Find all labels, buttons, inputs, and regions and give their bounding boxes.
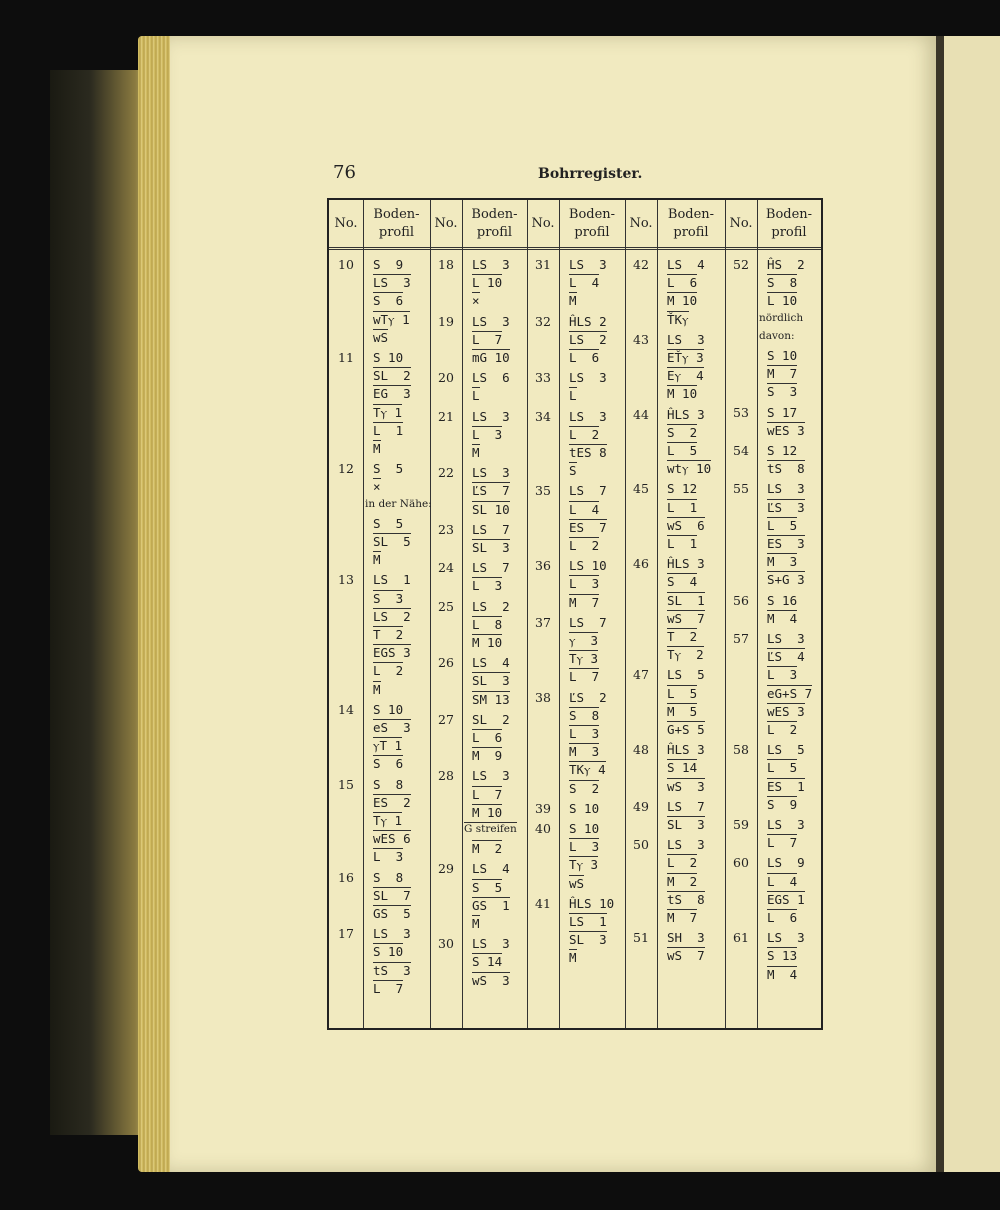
profile-line: LS 3 xyxy=(472,936,510,952)
profile-line: GS 5 xyxy=(373,906,411,921)
profile-line: S 2 xyxy=(667,424,698,440)
profile-line: M 2 xyxy=(667,873,698,889)
profile-line: L 2 xyxy=(569,538,600,553)
profile-line: wS xyxy=(569,875,585,891)
profile-line: LS 3 xyxy=(472,465,510,481)
entry-number: 25 xyxy=(438,598,454,614)
profile-line: LS 3 xyxy=(569,370,607,386)
profile-line: LS 3 xyxy=(472,408,510,424)
profile-line: S 14 xyxy=(667,760,698,776)
profile-line: wTⲩ 1 xyxy=(373,311,410,327)
profile-line: S 5 xyxy=(472,879,503,895)
profile-line: M 4 xyxy=(767,610,798,626)
entry-number: 28 xyxy=(438,768,454,784)
profile-line: Tⲩ 2 xyxy=(667,647,704,663)
profile-line: S 8 xyxy=(569,707,600,723)
profile-line: L 4 xyxy=(569,501,600,517)
profile-line: EG 3 xyxy=(373,386,411,402)
profile-line: L 5 xyxy=(767,517,798,533)
profile-line: L xyxy=(472,388,480,404)
entry-number: 36 xyxy=(535,558,551,574)
column-divider xyxy=(657,200,658,1028)
profile-line: G streifen xyxy=(464,823,517,835)
profile-line: tS 3 xyxy=(373,962,411,978)
profile-line: LS 7 xyxy=(569,483,607,499)
entry-number: 57 xyxy=(733,631,749,646)
profile-line: wES 3 xyxy=(767,422,805,438)
profile-line: L 2 xyxy=(667,855,698,871)
profile-line: wS 7 xyxy=(667,948,705,964)
profile-line: ĤS 2 xyxy=(767,257,805,272)
profile-line: LS 5 xyxy=(667,667,705,683)
entry-number: 54 xyxy=(733,443,749,458)
profile-line: wS 7 xyxy=(667,610,705,626)
profile-line: in der Nähe: xyxy=(365,497,432,510)
profile-line: S 13 xyxy=(767,948,798,964)
profile-line: L 5 xyxy=(767,760,798,776)
profile-line: ĽS 4 xyxy=(767,649,805,665)
entry-number: 43 xyxy=(633,331,649,347)
entry-number: 23 xyxy=(438,521,454,537)
entry-number: 35 xyxy=(535,483,551,499)
profile-line: TKⲩ 4 xyxy=(569,762,606,778)
profile-line: ES 2 xyxy=(373,794,411,810)
header-bodenprofil: Boden- profil xyxy=(667,207,715,240)
profile-line: ĤLS 3 xyxy=(667,406,705,422)
entry-number: 31 xyxy=(535,257,551,272)
profile-line: LS 1 xyxy=(569,914,607,929)
column-divider xyxy=(625,200,626,1028)
header-rule xyxy=(329,247,821,250)
profile-line: M xyxy=(373,552,381,568)
profile-line: M 5 xyxy=(667,703,698,719)
profile-line: L 10 xyxy=(472,275,503,291)
profile-line: LS 4 xyxy=(667,257,705,272)
profile-line: EŤⲩ 3 xyxy=(667,350,704,365)
profile-line: S 8 xyxy=(767,275,798,291)
profile-line: S 10 xyxy=(373,350,404,365)
profile-line: LS 3 xyxy=(569,257,607,272)
entry-number: 50 xyxy=(633,837,649,853)
profile-line: SL 3 xyxy=(569,932,607,948)
entry-number: 24 xyxy=(438,560,454,576)
profile-line: L xyxy=(569,388,577,404)
profile-line: LS 3 xyxy=(667,331,705,347)
column-divider xyxy=(363,200,364,1028)
profile-line: S 10 xyxy=(569,821,600,836)
profile-line: LS 6 xyxy=(472,370,510,386)
book-left-edge xyxy=(50,70,150,1135)
profile-line: ĽS 3 xyxy=(767,499,805,515)
profile-line: M xyxy=(569,293,577,309)
profile-line: L 5 xyxy=(667,443,698,458)
entry-number: 11 xyxy=(338,350,354,365)
profile-line: L 3 xyxy=(569,726,600,741)
entry-number: 13 xyxy=(338,572,354,588)
profile-line: S 3 xyxy=(767,384,798,400)
entry-number: 39 xyxy=(535,800,551,816)
profile-line: M 7 xyxy=(667,910,698,925)
entry-number: 37 xyxy=(535,614,551,630)
profile-line: LS 3 xyxy=(767,631,805,646)
profile-line: L 3 xyxy=(569,839,600,855)
entry-number: 27 xyxy=(438,711,454,727)
profile-line: wS 3 xyxy=(472,972,510,988)
profile-line: M 3 xyxy=(569,744,600,760)
profile-line: L 6 xyxy=(569,350,600,365)
profile-line: L 7 xyxy=(472,331,503,347)
profile-line: EGS 3 xyxy=(373,645,411,661)
profile-line: L 3 xyxy=(373,849,404,865)
profile-line: LS 3 xyxy=(472,768,510,784)
entry-number: 60 xyxy=(733,855,749,871)
profile-line: M 10 xyxy=(667,386,698,402)
header-no: No. xyxy=(531,216,555,231)
profile-line: eS 3 xyxy=(373,720,411,735)
profile-line: L 3 xyxy=(767,667,798,683)
profile-line: SL 3 xyxy=(472,673,510,689)
profile-line: L 3 xyxy=(472,578,503,594)
entry-number: 53 xyxy=(733,404,749,420)
entry-number: 48 xyxy=(633,742,649,758)
profile-line: SH 3 xyxy=(667,930,705,946)
profile-line: LS 3 xyxy=(767,817,805,832)
profile-line: ĤLS 3 xyxy=(667,556,705,572)
profile-line: wS 6 xyxy=(667,517,705,533)
header-no: No. xyxy=(629,216,653,231)
profile-line: S 2 xyxy=(569,780,600,796)
profile-line: LS 3 xyxy=(373,275,411,291)
profile-line: M 10 xyxy=(472,804,503,820)
profile-line: nördlich xyxy=(759,311,804,324)
entry-number: 58 xyxy=(733,742,749,758)
profile-line: S 5 xyxy=(373,515,404,531)
profile-line: S 17 xyxy=(767,404,798,420)
profile-line: S 10 xyxy=(373,701,404,717)
profile-line: LS 3 xyxy=(767,481,805,497)
entry-number: 12 xyxy=(338,461,354,477)
page-number: 76 xyxy=(333,162,356,183)
entry-number: 14 xyxy=(338,701,354,717)
profile-line: LS 4 xyxy=(472,655,510,671)
profile-line: ⲩ 3 xyxy=(569,633,599,648)
bohrregister-table xyxy=(327,198,823,1030)
profile-line: ES 3 xyxy=(767,536,805,551)
profile-line: M xyxy=(373,441,381,456)
profile-line: LS 9 xyxy=(767,855,805,871)
profile-line: wES 3 xyxy=(767,703,805,719)
entry-number: 33 xyxy=(535,370,551,386)
entry-number: 45 xyxy=(633,481,649,497)
profile-line: S 10 xyxy=(767,348,798,363)
entry-number: 44 xyxy=(633,406,649,422)
entry-number: 38 xyxy=(535,689,551,705)
profile-line: ĽS 7 xyxy=(472,483,510,499)
profile-line: S 5 xyxy=(373,461,404,477)
profile-line: SM 13 xyxy=(472,691,510,707)
profile-line: S 6 xyxy=(373,756,404,772)
profile-line: M 10 xyxy=(667,293,698,309)
column-divider xyxy=(757,200,758,1028)
entry-number: 10 xyxy=(338,257,354,272)
profile-line: wES 6 xyxy=(373,831,411,847)
entry-number: 52 xyxy=(733,257,749,272)
profile-line: LS 3 xyxy=(373,926,411,942)
profile-line: LS 2 xyxy=(373,608,411,624)
header-no: No. xyxy=(334,216,358,231)
profile-line: S 9 xyxy=(767,796,798,812)
profile-line: Tⲩ 3 xyxy=(569,651,599,667)
header-bodenprofil: Boden- profil xyxy=(471,207,518,240)
entry-number: 18 xyxy=(438,257,454,272)
profile-line: L 10 xyxy=(767,293,798,309)
profile-line: LS 7 xyxy=(569,614,607,630)
entry-number: 21 xyxy=(438,408,454,424)
profile-line: ĤLS 3 xyxy=(667,742,705,758)
profile-line: SL 2 xyxy=(472,711,510,727)
profile-line: S 9 xyxy=(373,257,404,272)
entry-number: 17 xyxy=(338,926,354,942)
profile-line: L 2 xyxy=(569,426,600,442)
profile-line: L 3 xyxy=(569,576,600,592)
profile-line: tS 8 xyxy=(667,891,705,907)
entry-number: 56 xyxy=(733,592,749,608)
column-divider xyxy=(725,200,726,1028)
profile-line: GS 1 xyxy=(472,897,510,913)
profile-line: ĤLS 10 xyxy=(569,895,615,911)
profile-line: S 10 xyxy=(569,800,600,816)
profile-line: LS 10 xyxy=(569,558,607,574)
profile-line: LS 3 xyxy=(472,257,510,272)
profile-line: L 8 xyxy=(472,616,503,632)
profile-line: SL 7 xyxy=(373,887,411,903)
profile-line: SL 5 xyxy=(373,534,411,549)
profile-line: × xyxy=(472,293,480,309)
profile-line: LS 3 xyxy=(472,313,510,329)
profile-line: S 8 xyxy=(373,776,404,792)
profile-line: L 6 xyxy=(472,730,503,745)
profile-line: S xyxy=(569,463,577,479)
profile-line: L 5 xyxy=(667,685,698,701)
profile-line: L 4 xyxy=(569,275,600,291)
profile-line: davon: xyxy=(759,329,795,342)
profile-line: L 1 xyxy=(667,499,698,515)
profile-line: S 16 xyxy=(767,592,798,608)
profile-line: L 4 xyxy=(767,873,798,889)
profile-line: SL 2 xyxy=(373,368,411,384)
profile-line: mG 10 xyxy=(472,350,510,365)
entry-number: 42 xyxy=(633,257,649,272)
profile-line: Tⲩ 3 xyxy=(569,857,599,873)
entry-number: 61 xyxy=(733,930,749,946)
profile-line: LS 4 xyxy=(472,861,510,877)
entry-number: 34 xyxy=(535,408,551,424)
profile-line: ES 1 xyxy=(767,778,805,794)
column-divider xyxy=(559,200,560,1028)
entry-number: 41 xyxy=(535,895,551,911)
profile-line: LS 7 xyxy=(472,560,510,576)
profile-line: L 1 xyxy=(667,536,698,551)
header-bodenprofil: Boden- profil xyxy=(373,207,420,240)
profile-line: L 7 xyxy=(373,980,404,996)
page-title: Bohrregister. xyxy=(538,166,643,182)
entry-number: 47 xyxy=(633,667,649,683)
profile-line: SL 1 xyxy=(667,592,705,608)
header-bodenprofil: Boden- profil xyxy=(765,207,813,240)
profile-line: M 9 xyxy=(472,748,503,764)
profile-line: wtⲩ 10 xyxy=(667,461,712,477)
entry-number: 16 xyxy=(338,869,354,885)
profile-line: G+S 5 xyxy=(667,722,705,737)
profile-line: S 6 xyxy=(373,293,404,309)
profile-line: ĤLS 2 xyxy=(569,313,607,329)
entry-number: 46 xyxy=(633,556,649,572)
profile-line: L 7 xyxy=(472,786,503,802)
profile-line: T 2 xyxy=(373,627,404,642)
profile-line: LS 3 xyxy=(767,930,805,946)
profile-line: M xyxy=(569,950,577,966)
profile-line: M 7 xyxy=(569,594,600,610)
entry-number: 30 xyxy=(438,936,454,952)
entry-number: 29 xyxy=(438,861,454,877)
book-gutter xyxy=(936,36,944,1172)
profile-line: wS 3 xyxy=(667,778,705,794)
profile-line: S 12 xyxy=(667,481,698,497)
profile-line: M xyxy=(472,916,480,931)
profile-line: S 4 xyxy=(667,574,698,590)
profile-line: L 6 xyxy=(767,910,798,925)
profile-line: ĽS 2 xyxy=(569,689,607,705)
profile-line: S 3 xyxy=(373,590,404,606)
profile-line: tS 8 xyxy=(767,461,805,477)
profile-line: M 4 xyxy=(767,966,798,982)
profile-line: LS 7 xyxy=(472,521,510,537)
profile-line: ⲩT 1 xyxy=(373,738,403,754)
entry-number: 15 xyxy=(338,776,354,792)
header-bodenprofil: Boden- profil xyxy=(568,207,616,240)
profile-line: tES 8 xyxy=(569,445,607,460)
entry-number: 49 xyxy=(633,798,649,814)
profile-line: ŤKⲩ xyxy=(667,311,689,327)
profile-line: eG+S 7 xyxy=(767,685,813,701)
profile-line: M 7 xyxy=(767,366,798,382)
profile-line: L 7 xyxy=(767,835,798,851)
profile-line: L 2 xyxy=(767,722,798,737)
profile-line: ES 7 xyxy=(569,519,607,535)
profile-line: LS 1 xyxy=(373,572,411,588)
profile-line: M 2 xyxy=(472,841,503,857)
profile-line: M xyxy=(373,681,381,697)
profile-line: Tⲩ 1 xyxy=(373,404,403,420)
profile-line: L 2 xyxy=(373,663,404,679)
entry-number: 22 xyxy=(438,465,454,481)
entry-number: 26 xyxy=(438,655,454,671)
profile-line: LS 3 xyxy=(569,408,607,424)
entry-number: 20 xyxy=(438,370,454,386)
profile-line: LS 2 xyxy=(569,331,607,347)
entry-number: 55 xyxy=(733,481,749,497)
profile-line: S 14 xyxy=(472,954,503,970)
entry-number: 19 xyxy=(438,313,454,329)
profile-line: L 3 xyxy=(472,426,503,442)
profile-line: S 10 xyxy=(373,944,404,960)
profile-line: T 2 xyxy=(667,629,698,644)
facing-page-edge xyxy=(944,36,1000,1172)
profile-line: SL 10 xyxy=(472,501,510,517)
profile-line: Tⲩ 1 xyxy=(373,813,403,828)
profile-line: Eⲩ 4 xyxy=(667,368,704,384)
profile-line: SL 3 xyxy=(472,540,510,555)
profile-line: M 10 xyxy=(472,635,503,650)
entry-number: 51 xyxy=(633,930,649,946)
profile-line: wS xyxy=(373,329,389,345)
profile-line: SL 3 xyxy=(667,817,705,832)
profile-line: M 3 xyxy=(767,554,798,570)
profile-line: S 8 xyxy=(373,869,404,885)
entry-number: 40 xyxy=(535,821,551,836)
profile-line: M xyxy=(472,445,480,460)
entry-number: 59 xyxy=(733,817,749,832)
profile-line: LS 3 xyxy=(667,837,705,853)
entry-number: 32 xyxy=(535,313,551,329)
profile-line: EGS 1 xyxy=(767,891,805,907)
header-no: No. xyxy=(434,216,458,231)
profile-line: S+G 3 xyxy=(767,572,805,588)
profile-line: LS 5 xyxy=(767,742,805,758)
profile-line: L 6 xyxy=(667,275,698,291)
profile-line: S 12 xyxy=(767,443,798,458)
profile-line: L 7 xyxy=(569,669,600,685)
header-no: No. xyxy=(729,216,753,231)
profile-line: LS 7 xyxy=(667,798,705,814)
profile-line: L 1 xyxy=(373,422,404,438)
column-divider xyxy=(462,200,463,1028)
profile-line: × xyxy=(373,479,381,495)
profile-line: LS 2 xyxy=(472,598,510,614)
